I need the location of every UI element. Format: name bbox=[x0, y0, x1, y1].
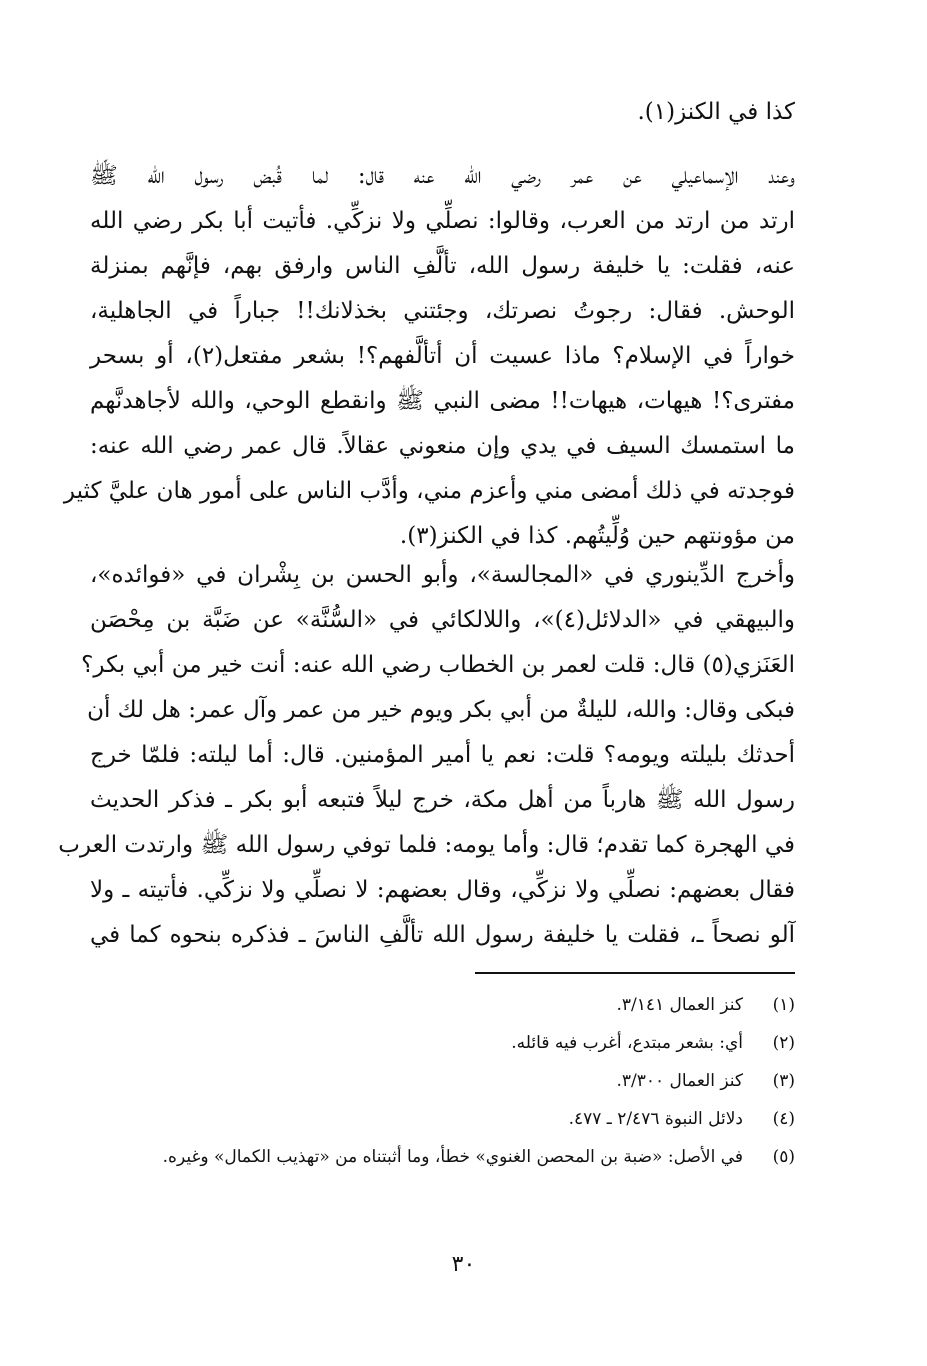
footnote-separator bbox=[475, 972, 795, 974]
footnote-number: (٢) bbox=[772, 1033, 795, 1053]
text-line: عنه، فقلت: يا خليفة رسول الله، تألَّفِ الناس وارفق بهم، فإنَّهم بمنزلة bbox=[90, 253, 795, 279]
text-line: كذا في الكنز(١). bbox=[637, 99, 795, 125]
text-line: أحدثك بليلته ويومه؟ قلت: نعم يا أمير المؤمنين. قال: أما ليلته: فلمّا خرج bbox=[90, 742, 795, 768]
footnote-item bbox=[90, 1066, 795, 1096]
text-line: الوحش. فقال: رجوتُ نصرتك، وجئتني بخذلانك!! جباراً في الجاهلية، bbox=[90, 298, 795, 324]
text-line: رسول الله ﷺ هارباً من أهل مكة، خرج ليلاً فتبعه أبو بكر ـ فذكر الحديث bbox=[90, 787, 795, 813]
text-line: ما استمسك السيف في يدي وإن منعوني عقالاً. قال عمر رضي الله عنه: bbox=[90, 433, 795, 459]
text-line: وعند الإسماعيلي عن عمر رضي الله عنه قال: لما قُبض رسول الله ﷺ bbox=[90, 163, 795, 189]
text-line: العَنَزي(٥) قال: قلت لعمر بن الخطاب رضي الله عنه: أنت خير من أبي بكر؟ bbox=[81, 652, 795, 678]
text-line: من مؤونتهم حين وُلِّيتُهم. كذا في الكنز(٣). bbox=[399, 523, 795, 549]
footnote-number: (٣) bbox=[772, 1071, 795, 1091]
footnote-text: في الأصل: «ضبة بن المحصن الغنوي» خطأ، وما أثبتناه من «تهذيب الكمال» وغيره. bbox=[162, 1147, 743, 1167]
text-line: وأخرج الدِّينوري في «المجالسة»، وأبو الحسن بن بِشْران في «فوائده»، bbox=[90, 562, 795, 588]
text-line: فقال بعضهم: نصلِّي ولا نزكِّي، وقال بعضهم: لا نصلِّي ولا نزكِّي. فأتيته ـ ولا bbox=[90, 877, 795, 903]
page-number: ٣٠ bbox=[451, 1252, 476, 1277]
text-line: مفترى؟! هيهات، هيهات!! مضى النبي ﷺ وانقطع الوحي، والله لأجاهدنَّهم bbox=[90, 388, 795, 414]
footnote-item bbox=[90, 1142, 795, 1172]
paragraph-3 bbox=[58, 553, 795, 958]
footnote-text: دلائل النبوة ٢/٤٧٦ ـ ٤٧٧. bbox=[568, 1109, 743, 1129]
footnote-text: كنز العمال ٣/١٤١. bbox=[616, 995, 743, 1015]
text-line: والبيهقي في «الدلائل(٤)»، واللالكائي في «السُّنَّة» عن ضَبَّة بن مِحْصَن bbox=[90, 607, 795, 633]
text-line: في الهجرة كما تقدم؛ قال: وأما يومه: فلما توفي رسول الله ﷺ وارتدت العرب bbox=[58, 832, 795, 858]
text-line: آلو نصحاً ـ، فقلت يا خليفة رسول الله تألَّفِ الناسَ ـ فذكره بنحوه كما في bbox=[90, 922, 795, 948]
text-line: فبكى وقال: والله، لليلةٌ من أبي بكر ويوم خير من عمر وآل عمر: هل لك أن bbox=[87, 697, 795, 723]
footnote-text: كنز العمال ٣/٣٠٠. bbox=[616, 1071, 743, 1091]
footnote-number: (٤) bbox=[772, 1109, 795, 1129]
text-line: فوجدته في ذلك أمضى مني وأعزم مني، وأدَّب الناس على أمور هان عليَّ كثير bbox=[63, 478, 795, 504]
text-line: خواراً في الإسلام؟ ماذا عسيت أن أتألَّفهم؟! بشعر مفتعل(٢)، أو بسحر bbox=[90, 343, 795, 369]
footnotes bbox=[90, 990, 795, 1180]
footnote-item bbox=[90, 1028, 795, 1058]
footnote-item bbox=[90, 990, 795, 1020]
footnote-text: أي: بشعر مبتدع، أغرب فيه قائله. bbox=[511, 1033, 743, 1053]
footnote-number: (٥) bbox=[772, 1147, 795, 1167]
paragraph-2 bbox=[63, 154, 795, 559]
footnote-number: (١) bbox=[772, 995, 795, 1015]
footnote-item bbox=[90, 1104, 795, 1134]
text-line: ارتد من ارتد من العرب، وقالوا: نصلِّي ولا نزكِّي. فأتيت أبا بكر رضي الله bbox=[90, 208, 795, 234]
paragraph-1 bbox=[90, 90, 795, 135]
